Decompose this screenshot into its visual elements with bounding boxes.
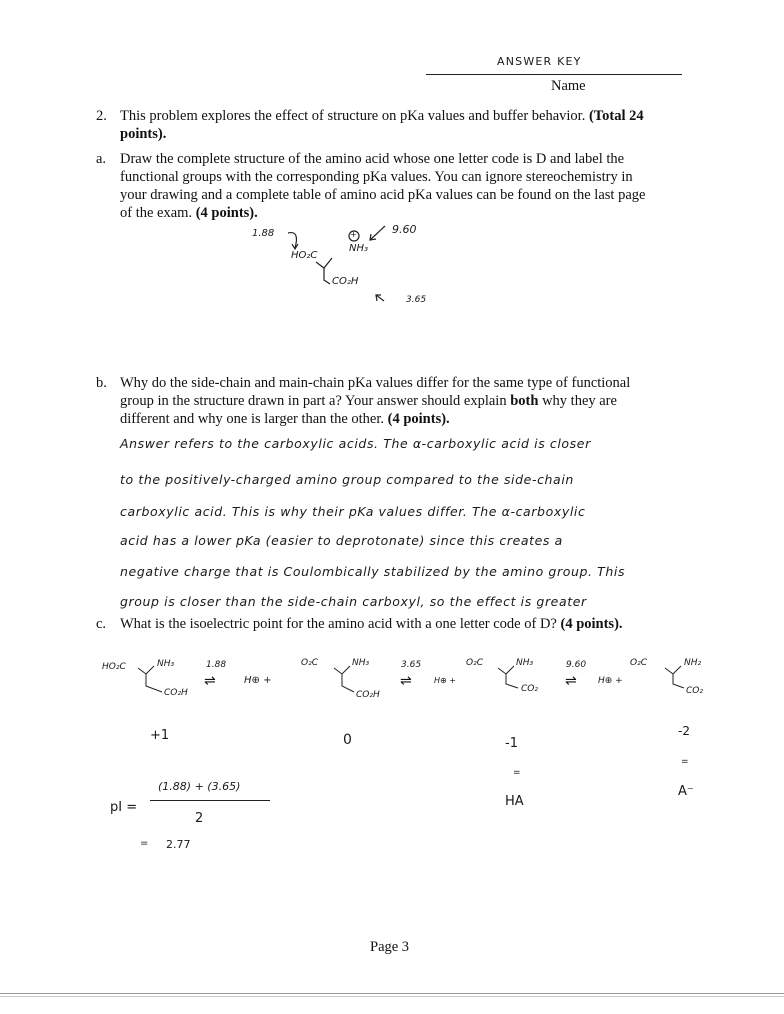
answer-line: negative charge that is Coulombically stabilized by the amino group. This bbox=[120, 564, 626, 579]
species-4-label-a: A⁻ bbox=[678, 784, 694, 799]
answer-line: carboxylic acid. This is why their pKa values differ. The α-carboxylic bbox=[120, 504, 586, 519]
pka-side-chain-label: 3.65 bbox=[406, 295, 427, 305]
equilibrium-1-product: H⊕ + bbox=[244, 675, 272, 686]
part-a-points: (4 points). bbox=[195, 205, 258, 221]
nh3-label: NH₃ bbox=[349, 243, 369, 254]
question-intro-points: (Total 24 points). bbox=[120, 108, 644, 142]
ho2c-label: HO₂C bbox=[291, 250, 318, 261]
part-c-letter: c. bbox=[96, 616, 107, 632]
part-b-points: (4 points). bbox=[387, 411, 450, 427]
species-2-charge: 0 bbox=[343, 732, 352, 748]
equilibrium-1-pka: 1.88 bbox=[206, 660, 227, 670]
equilibrium-3-arrow: ⇌ bbox=[565, 673, 577, 689]
pi-result: 2.77 bbox=[166, 838, 191, 851]
species-1-bottom: CO₂H bbox=[164, 688, 188, 698]
bottom-rule bbox=[0, 993, 784, 994]
species-3-top: NH₃ bbox=[516, 658, 534, 668]
species-4-left: O₂C bbox=[630, 658, 647, 668]
species-1-left: HO₂C bbox=[102, 662, 126, 672]
species-2-top: NH₃ bbox=[352, 658, 370, 668]
question-intro bbox=[120, 107, 680, 143]
pi-label: pI = bbox=[110, 800, 138, 815]
part-b-both: both bbox=[510, 393, 539, 409]
pi-numerator: (1.88) + (3.65) bbox=[158, 780, 241, 793]
species-1-charge: +1 bbox=[150, 728, 170, 743]
co2h-label: CO₂H bbox=[332, 276, 359, 287]
part-a-letter: a. bbox=[96, 151, 107, 167]
part-b-text-1: Why do the side-chain and main-chain pKa values differ for the same type of functional group in the structure drawn in part a? Your answer should explain bbox=[120, 375, 631, 409]
species-4-top: NH₂ bbox=[684, 658, 702, 668]
part-b-letter: b. bbox=[96, 375, 107, 391]
nh3-plus-sign: + bbox=[350, 230, 357, 239]
pi-equals: = bbox=[140, 838, 149, 849]
question-number: 2. bbox=[96, 108, 107, 124]
species-bond-lines bbox=[0, 650, 784, 710]
equilibrium-2-product: H⊕ + bbox=[434, 676, 456, 685]
answer-line: to the positively-charged amino group compared to the side-chain bbox=[120, 472, 574, 487]
answer-key-handwritten: ANSWER KEY bbox=[497, 55, 582, 68]
page-number: Page 3 bbox=[370, 939, 410, 955]
species-2-left: O₂C bbox=[301, 658, 318, 668]
pka-amine-label: 9.60 bbox=[392, 223, 417, 236]
pka-alpha-carboxyl-label: 1.88 bbox=[252, 228, 275, 239]
equilibrium-1-arrow: ⇌ bbox=[204, 673, 216, 689]
equilibrium-2-pka: 3.65 bbox=[401, 660, 422, 670]
species-3-equals: = bbox=[513, 768, 521, 778]
pi-denominator: 2 bbox=[195, 811, 204, 826]
species-2-bottom: CO₂H bbox=[356, 690, 380, 700]
part-a-text: Draw the complete structure of the amino acid whose one letter code is D and label the functional groups with the corresponding pKa values. You can ignore stereochemistry in your drawing and a complete table of amino acid pKa values can be found on the last page of the exam. bbox=[120, 151, 646, 221]
part-b-text-2: why they are different and why one is larger than the other. bbox=[120, 393, 617, 427]
pi-fraction-bar bbox=[150, 800, 270, 801]
equilibrium-2-arrow: ⇌ bbox=[400, 673, 412, 689]
part-c-question bbox=[120, 615, 680, 633]
question-intro-text: This problem explores the effect of structure on pKa values and buffer behavior. bbox=[120, 108, 586, 124]
answer-line: acid has a lower pKa (easier to deprotonate) since this creates a bbox=[120, 533, 563, 548]
species-3-label-ha: HA bbox=[505, 794, 524, 809]
part-a-question bbox=[120, 150, 655, 222]
equilibrium-3-pka: 9.60 bbox=[566, 660, 587, 670]
part-c-text: What is the isoelectric point for the amino acid with a one letter code of D? bbox=[120, 616, 557, 632]
species-1-top: NH₃ bbox=[157, 659, 175, 669]
part-b-question bbox=[120, 374, 660, 428]
name-label: Name bbox=[551, 78, 586, 94]
species-4-charge: -2 bbox=[678, 724, 690, 738]
bottom-rule-secondary bbox=[0, 996, 784, 997]
part-c-points: (4 points). bbox=[560, 616, 623, 632]
answer-line: group is closer than the side-chain carboxyl, so the effect is greater bbox=[120, 594, 587, 609]
species-4-bottom: CO₂ bbox=[686, 686, 703, 696]
species-4-equals: = bbox=[681, 757, 689, 767]
species-3-charge: -1 bbox=[505, 736, 518, 751]
answer-line: Answer refers to the carboxylic acids. The α-carboxylic acid is closer bbox=[120, 436, 591, 451]
equilibrium-3-product: H⊕ + bbox=[598, 676, 623, 686]
species-3-bottom: CO₂ bbox=[521, 684, 538, 694]
name-line bbox=[426, 74, 682, 75]
species-3-left: O₂C bbox=[466, 658, 483, 668]
